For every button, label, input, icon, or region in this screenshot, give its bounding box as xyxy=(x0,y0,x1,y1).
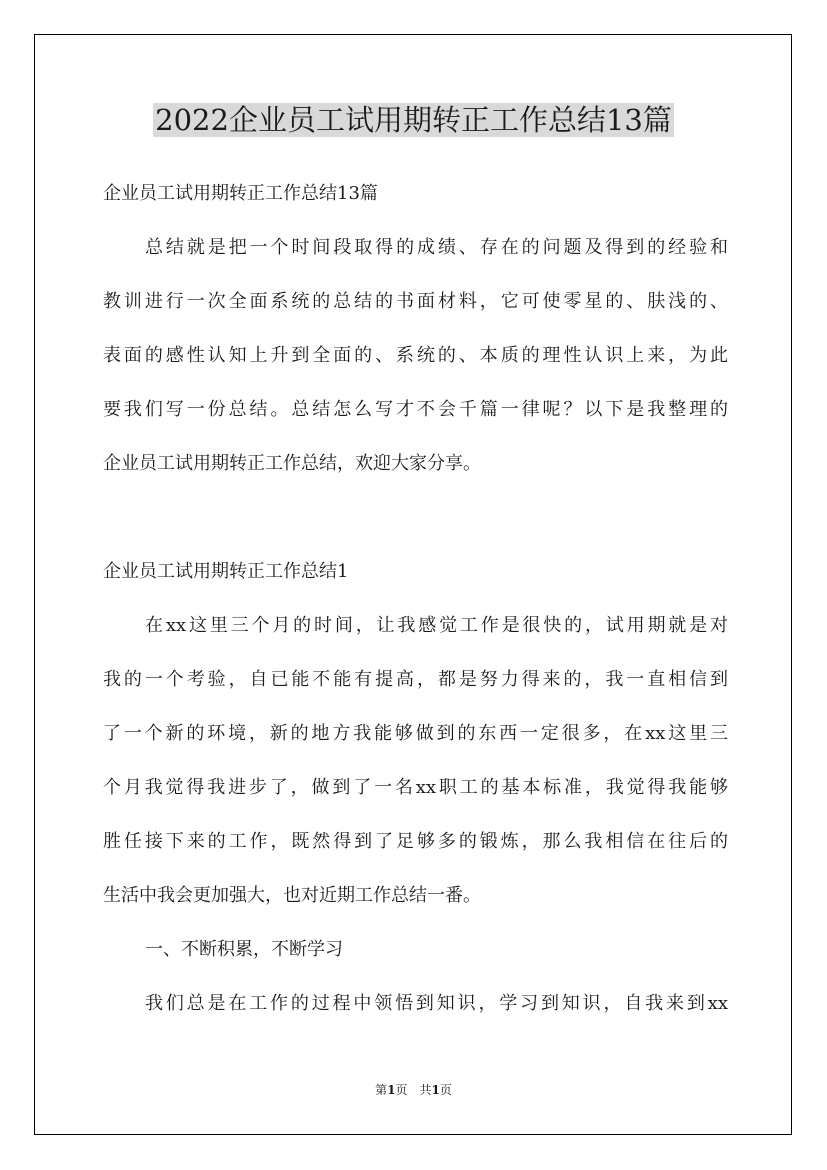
section1-line-1: 在xx这里三个月的时间，让我感觉工作是很快的，试用期就是对 xyxy=(145,615,728,636)
document-subtitle: 企业员工试用期转正工作总结13篇 xyxy=(103,183,378,204)
section1-line-5: 胜任接下来的工作，既然得到了足够多的锻炼，那么我相信在往后的 xyxy=(103,831,728,852)
section1-line-3: 了一个新的环境，新的地方我能够做到的东西一定很多，在xx这里三 xyxy=(103,723,728,744)
intro-line-2: 教训进行一次全面系统的总结的书面材料，它可使零星的、肤浅的、 xyxy=(103,291,728,312)
document-title xyxy=(0,100,827,140)
section1-line-4: 个月我觉得我进步了，做到了一名xx职工的基本标准，我觉得我能够 xyxy=(103,777,728,798)
footer-mid: 页 共 xyxy=(395,1083,432,1097)
intro-line-1: 总结就是把一个时间段取得的成绩、存在的问题及得到的经验和 xyxy=(145,237,728,258)
intro-line-5: 企业员工试用期转正工作总结，欢迎大家分享。 xyxy=(103,453,481,474)
document-title-text: 2022企业员工试用期转正工作总结13篇 xyxy=(155,103,672,137)
section-heading-1: 企业员工试用期转正工作总结1 xyxy=(103,561,349,582)
footer-page-total: 1 xyxy=(431,1083,440,1097)
page-footer xyxy=(0,1082,827,1098)
intro-line-3: 表面的感性认知上升到全面的、系统的、本质的理性认识上来，为此 xyxy=(103,345,728,366)
section1-line-2: 我的一个考验，自已能不能有提高，都是努力得来的，我一直相信到 xyxy=(103,669,728,690)
intro-line-4: 要我们写一份总结。总结怎么写才不会千篇一律呢？以下是我整理的 xyxy=(103,399,728,420)
para2-line-1: 我们总是在工作的过程中领悟到知识，学习到知识，自我来到xx xyxy=(145,993,728,1014)
section1-line-6: 生活中我会更加强大，也对近期工作总结一番。 xyxy=(103,885,481,906)
subheading-1: 一、不断积累，不断学习 xyxy=(145,939,343,960)
footer-page-number: 1 xyxy=(387,1083,396,1097)
footer-suffix: 页 xyxy=(439,1083,452,1097)
footer-prefix: 第 xyxy=(375,1083,388,1097)
